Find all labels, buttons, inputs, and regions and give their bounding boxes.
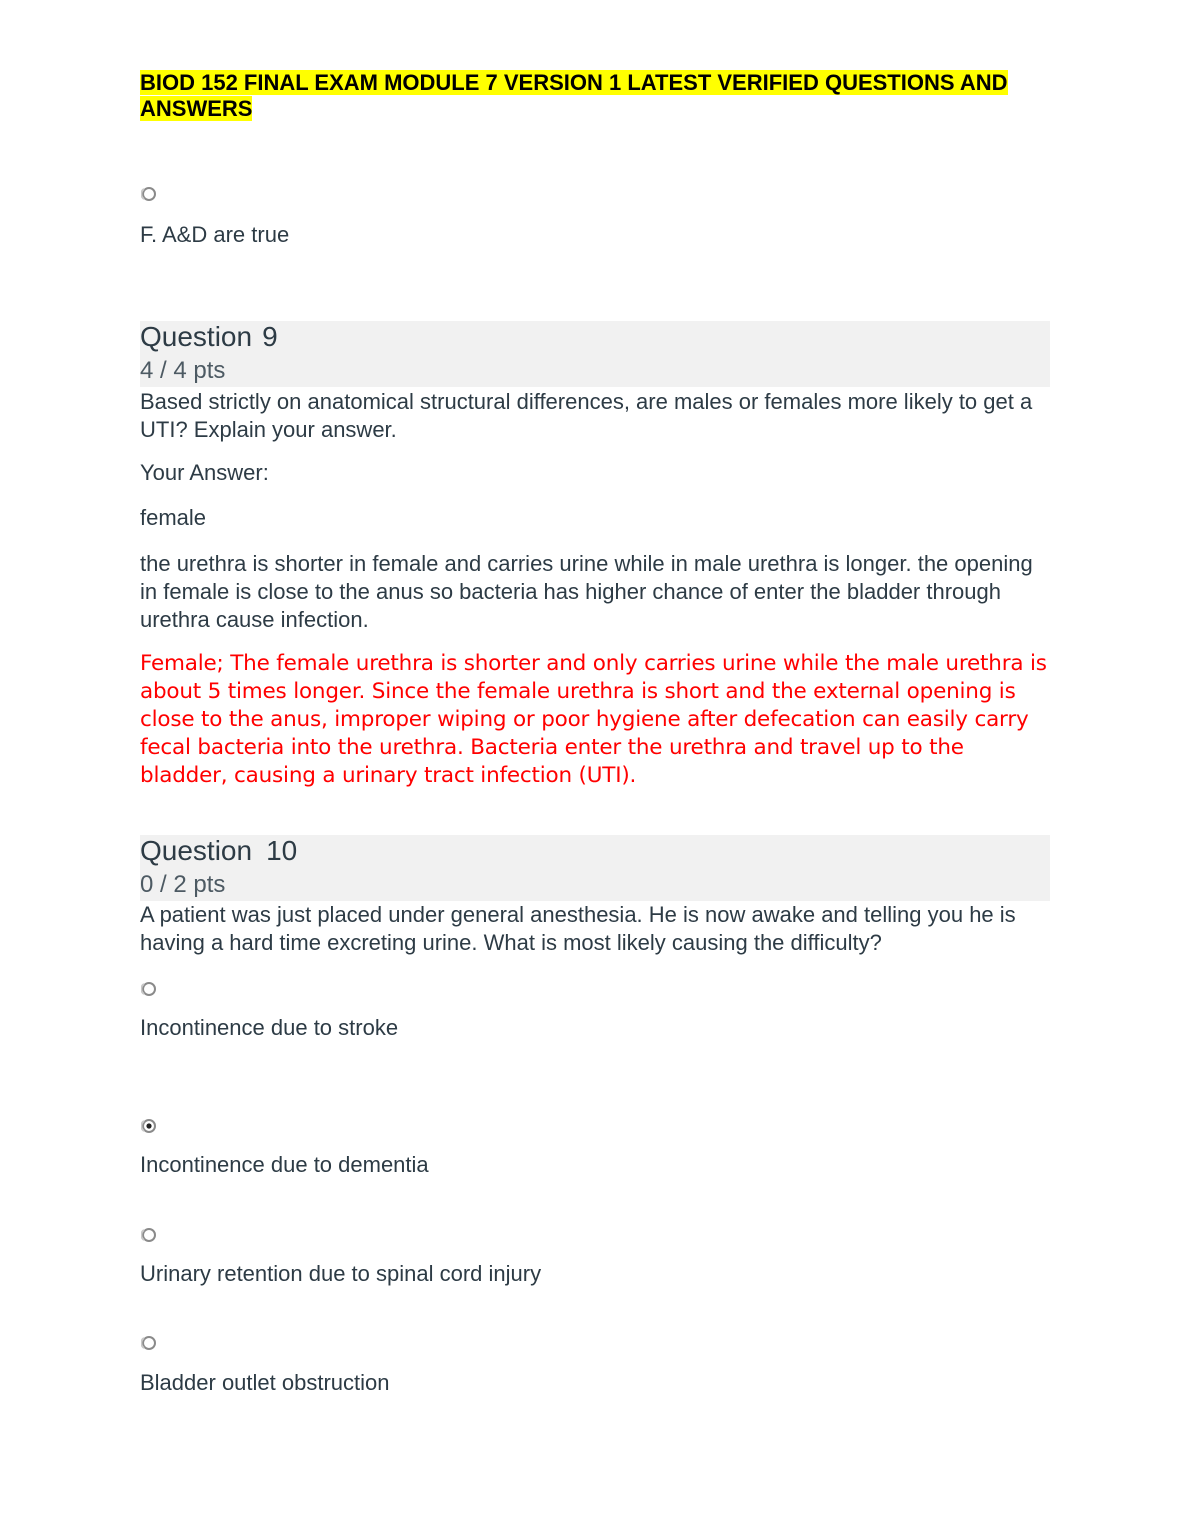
option-text: Incontinence due to dementia — [140, 1152, 429, 1177]
your-answer-label: Your Answer: — [140, 460, 269, 485]
question-10-title: Question 10 — [140, 835, 298, 866]
question-10-points: 0 / 2 pts — [140, 871, 226, 898]
answer-text: female — [140, 505, 207, 530]
document-title: BIOD 152 FINAL EXAM MODULE 7 VERSION 1 LATEST VERIFIED QUESTIONS AND ANSWERS — [140, 70, 1008, 121]
correct-answer-text: Female; The female urethra is shorter and only carries urine while the male urethra is about 5 times longer. Since the female urethra is short and the external opening is close to the anus, improper wiping or poor hygiene after defecation can easily carry fecal bacteria into the urethra. Bacteria enter the urethra and travel up to the bladder, causing a urinary tract infection (UTI). — [140, 651, 1047, 788]
question-10-prompt: A patient was just placed under general anesthesia. He is now awake and telling you he is having a hard time excreting urine. What is most likely causing the difficulty? — [140, 902, 1016, 955]
radio-unselected-icon[interactable] — [141, 1335, 157, 1351]
option-f-text: F. A&D are true — [140, 222, 290, 247]
answer-explanation: the urethra is shorter in female and carries urine while in male urethra is longer. the opening in female is close to the anus so bacteria has higher chance of enter the bladder through urethra cause infection. — [140, 551, 1033, 632]
radio-selected-icon[interactable] — [141, 1118, 157, 1134]
question-10-header — [140, 835, 1050, 901]
option-text: Incontinence due to stroke — [140, 1015, 399, 1040]
question-9-points: 4 / 4 pts — [140, 357, 226, 384]
radio-unselected-icon[interactable] — [141, 186, 157, 202]
question-9-title: Question 9 — [140, 321, 278, 352]
option-text: Bladder outlet obstruction — [140, 1370, 390, 1395]
option-text: Urinary retention due to spinal cord injury — [140, 1261, 542, 1286]
question-9-prompt: Based strictly on anatomical structural differences, are males or females more likely to get a UTI? Explain your answer. — [140, 389, 1033, 442]
radio-unselected-icon[interactable] — [141, 981, 157, 997]
radio-unselected-icon[interactable] — [141, 1227, 157, 1243]
question-9-header — [140, 321, 1050, 387]
